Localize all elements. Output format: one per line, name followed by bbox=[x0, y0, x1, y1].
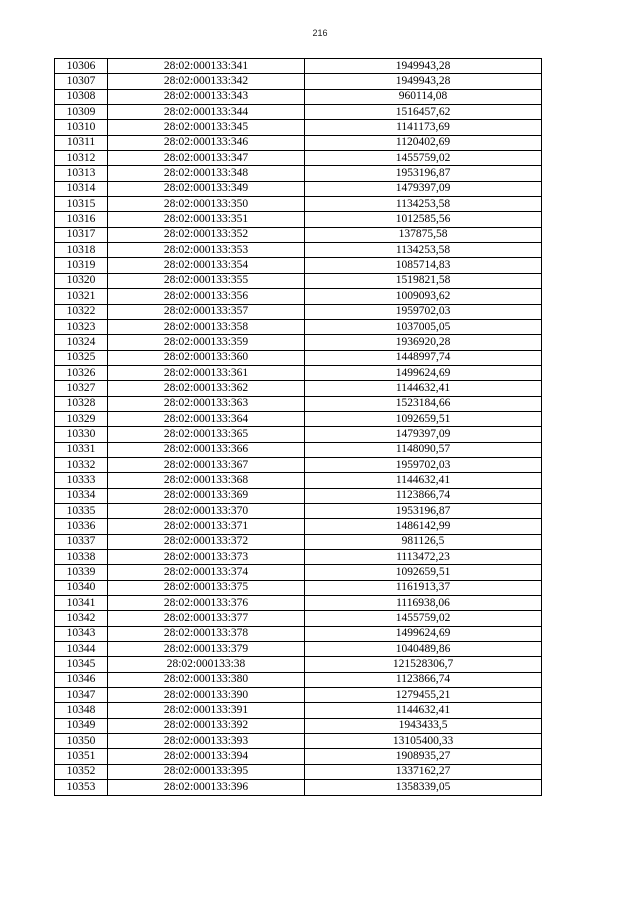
value-cell: 1337162,27 bbox=[305, 764, 542, 779]
value-cell: 1516457,62 bbox=[305, 105, 542, 120]
value-cell: 1161913,37 bbox=[305, 580, 542, 595]
table-row bbox=[55, 596, 542, 611]
table-row bbox=[55, 580, 542, 595]
row-number-cell: 10307 bbox=[55, 74, 108, 89]
cadastral-number-cell: 28:02:000133:345 bbox=[108, 120, 305, 135]
row-number-cell: 10328 bbox=[55, 396, 108, 411]
cadastral-number-cell: 28:02:000133:392 bbox=[108, 718, 305, 733]
value-cell: 1959702,03 bbox=[305, 304, 542, 319]
cadastral-number-cell: 28:02:000133:372 bbox=[108, 534, 305, 549]
value-cell: 137875,58 bbox=[305, 227, 542, 242]
table-row bbox=[55, 319, 542, 334]
cadastral-number-cell: 28:02:000133:369 bbox=[108, 488, 305, 503]
cadastral-number-cell: 28:02:000133:354 bbox=[108, 258, 305, 273]
cadastral-number-cell: 28:02:000133:346 bbox=[108, 135, 305, 150]
value-cell: 1479397,09 bbox=[305, 427, 542, 442]
cadastral-number-cell: 28:02:000133:378 bbox=[108, 626, 305, 641]
table-row bbox=[55, 89, 542, 104]
value-cell: 1953196,87 bbox=[305, 166, 542, 181]
table-row bbox=[55, 289, 542, 304]
value-cell: 960114,08 bbox=[305, 89, 542, 104]
cadastral-number-cell: 28:02:000133:366 bbox=[108, 442, 305, 457]
table-row bbox=[55, 626, 542, 641]
value-cell: 1279455,21 bbox=[305, 688, 542, 703]
table-row bbox=[55, 304, 542, 319]
value-cell: 121528306,7 bbox=[305, 657, 542, 672]
cadastral-number-cell: 28:02:000133:380 bbox=[108, 672, 305, 687]
row-number-cell: 10308 bbox=[55, 89, 108, 104]
table-row bbox=[55, 672, 542, 687]
value-cell: 1448997,74 bbox=[305, 350, 542, 365]
cadastral-number-cell: 28:02:000133:376 bbox=[108, 596, 305, 611]
table-row bbox=[55, 503, 542, 518]
value-cell: 1953196,87 bbox=[305, 503, 542, 518]
table-row bbox=[55, 350, 542, 365]
table-row bbox=[55, 457, 542, 472]
value-cell: 1037005,05 bbox=[305, 319, 542, 334]
table-row bbox=[55, 273, 542, 288]
value-cell: 1523184,66 bbox=[305, 396, 542, 411]
table-row bbox=[55, 688, 542, 703]
value-cell: 1486142,99 bbox=[305, 519, 542, 534]
value-cell: 1949943,28 bbox=[305, 74, 542, 89]
row-number-cell: 10342 bbox=[55, 611, 108, 626]
row-number-cell: 10322 bbox=[55, 304, 108, 319]
table-row bbox=[55, 166, 542, 181]
cadastral-number-cell: 28:02:000133:358 bbox=[108, 319, 305, 334]
value-cell: 1123866,74 bbox=[305, 672, 542, 687]
cadastral-number-cell: 28:02:000133:355 bbox=[108, 273, 305, 288]
cadastral-number-cell: 28:02:000133:394 bbox=[108, 749, 305, 764]
cadastral-number-cell: 28:02:000133:351 bbox=[108, 212, 305, 227]
table-row bbox=[55, 565, 542, 580]
row-number-cell: 10327 bbox=[55, 381, 108, 396]
value-cell: 1455759,02 bbox=[305, 611, 542, 626]
cadastral-number-cell: 28:02:000133:363 bbox=[108, 396, 305, 411]
value-cell: 1908935,27 bbox=[305, 749, 542, 764]
cadastral-number-cell: 28:02:000133:349 bbox=[108, 181, 305, 196]
row-number-cell: 10340 bbox=[55, 580, 108, 595]
cadastral-number-cell: 28:02:000133:353 bbox=[108, 243, 305, 258]
value-cell: 1012585,56 bbox=[305, 212, 542, 227]
row-number-cell: 10343 bbox=[55, 626, 108, 641]
table-row bbox=[55, 611, 542, 626]
row-number-cell: 10347 bbox=[55, 688, 108, 703]
row-number-cell: 10336 bbox=[55, 519, 108, 534]
row-number-cell: 10339 bbox=[55, 565, 108, 580]
table-row bbox=[55, 780, 542, 795]
row-number-cell: 10320 bbox=[55, 273, 108, 288]
cadastral-number-cell: 28:02:000133:359 bbox=[108, 335, 305, 350]
cadastral-number-cell: 28:02:000133:391 bbox=[108, 703, 305, 718]
table-row bbox=[55, 135, 542, 150]
table-row bbox=[55, 365, 542, 380]
cadastral-number-cell: 28:02:000133:357 bbox=[108, 304, 305, 319]
value-cell: 1009093,62 bbox=[305, 289, 542, 304]
table-row bbox=[55, 59, 542, 74]
row-number-cell: 10321 bbox=[55, 289, 108, 304]
table-body bbox=[55, 59, 542, 796]
cadastral-number-cell: 28:02:000133:361 bbox=[108, 365, 305, 380]
data-table bbox=[54, 58, 542, 796]
value-cell: 1092659,51 bbox=[305, 565, 542, 580]
row-number-cell: 10338 bbox=[55, 550, 108, 565]
value-cell: 1092659,51 bbox=[305, 411, 542, 426]
row-number-cell: 10332 bbox=[55, 457, 108, 472]
row-number-cell: 10317 bbox=[55, 227, 108, 242]
row-number-cell: 10335 bbox=[55, 503, 108, 518]
table-row bbox=[55, 243, 542, 258]
row-number-cell: 10350 bbox=[55, 734, 108, 749]
value-cell: 981126,5 bbox=[305, 534, 542, 549]
cadastral-number-cell: 28:02:000133:373 bbox=[108, 550, 305, 565]
value-cell: 1358339,05 bbox=[305, 780, 542, 795]
cadastral-number-cell: 28:02:000133:348 bbox=[108, 166, 305, 181]
row-number-cell: 10329 bbox=[55, 411, 108, 426]
row-number-cell: 10323 bbox=[55, 319, 108, 334]
cadastral-number-cell: 28:02:000133:341 bbox=[108, 59, 305, 74]
value-cell: 1943433,5 bbox=[305, 718, 542, 733]
cadastral-number-cell: 28:02:000133:393 bbox=[108, 734, 305, 749]
table-row bbox=[55, 718, 542, 733]
row-number-cell: 10348 bbox=[55, 703, 108, 718]
cadastral-number-cell: 28:02:000133:347 bbox=[108, 151, 305, 166]
row-number-cell: 10318 bbox=[55, 243, 108, 258]
cadastral-number-cell: 28:02:000133:379 bbox=[108, 642, 305, 657]
cadastral-number-cell: 28:02:000133:362 bbox=[108, 381, 305, 396]
row-number-cell: 10331 bbox=[55, 442, 108, 457]
table-row bbox=[55, 105, 542, 120]
row-number-cell: 10346 bbox=[55, 672, 108, 687]
cadastral-number-cell: 28:02:000133:365 bbox=[108, 427, 305, 442]
table-row bbox=[55, 120, 542, 135]
value-cell: 1141173,69 bbox=[305, 120, 542, 135]
cadastral-number-cell: 28:02:000133:350 bbox=[108, 197, 305, 212]
table-row bbox=[55, 657, 542, 672]
value-cell: 1085714,83 bbox=[305, 258, 542, 273]
row-number-cell: 10319 bbox=[55, 258, 108, 273]
table-row bbox=[55, 258, 542, 273]
table-row bbox=[55, 197, 542, 212]
row-number-cell: 10349 bbox=[55, 718, 108, 733]
value-cell: 1959702,03 bbox=[305, 457, 542, 472]
table-row bbox=[55, 442, 542, 457]
value-cell: 1123866,74 bbox=[305, 488, 542, 503]
value-cell: 1144632,41 bbox=[305, 703, 542, 718]
row-number-cell: 10315 bbox=[55, 197, 108, 212]
cadastral-number-cell: 28:02:000133:371 bbox=[108, 519, 305, 534]
cadastral-number-cell: 28:02:000133:396 bbox=[108, 780, 305, 795]
cadastral-number-cell: 28:02:000133:364 bbox=[108, 411, 305, 426]
row-number-cell: 10326 bbox=[55, 365, 108, 380]
table-row bbox=[55, 396, 542, 411]
cadastral-number-cell: 28:02:000133:38 bbox=[108, 657, 305, 672]
cadastral-number-cell: 28:02:000133:342 bbox=[108, 74, 305, 89]
table-row bbox=[55, 427, 542, 442]
row-number-cell: 10341 bbox=[55, 596, 108, 611]
table-row bbox=[55, 488, 542, 503]
table-row bbox=[55, 227, 542, 242]
table-row bbox=[55, 519, 542, 534]
cadastral-number-cell: 28:02:000133:395 bbox=[108, 764, 305, 779]
value-cell: 1519821,58 bbox=[305, 273, 542, 288]
cadastral-number-cell: 28:02:000133:370 bbox=[108, 503, 305, 518]
row-number-cell: 10330 bbox=[55, 427, 108, 442]
cadastral-number-cell: 28:02:000133:343 bbox=[108, 89, 305, 104]
value-cell: 1148090,57 bbox=[305, 442, 542, 457]
cadastral-number-cell: 28:02:000133:344 bbox=[108, 105, 305, 120]
table-row bbox=[55, 335, 542, 350]
row-number-cell: 10344 bbox=[55, 642, 108, 657]
cadastral-number-cell: 28:02:000133:374 bbox=[108, 565, 305, 580]
row-number-cell: 10333 bbox=[55, 473, 108, 488]
value-cell: 1116938,06 bbox=[305, 596, 542, 611]
table-row bbox=[55, 74, 542, 89]
table-row bbox=[55, 181, 542, 196]
cadastral-number-cell: 28:02:000133:356 bbox=[108, 289, 305, 304]
cadastral-number-cell: 28:02:000133:377 bbox=[108, 611, 305, 626]
row-number-cell: 10334 bbox=[55, 488, 108, 503]
row-number-cell: 10345 bbox=[55, 657, 108, 672]
row-number-cell: 10353 bbox=[55, 780, 108, 795]
page-number: 216 bbox=[312, 28, 328, 38]
row-number-cell: 10310 bbox=[55, 120, 108, 135]
value-cell: 1113472,23 bbox=[305, 550, 542, 565]
row-number-cell: 10314 bbox=[55, 181, 108, 196]
row-number-cell: 10325 bbox=[55, 350, 108, 365]
row-number-cell: 10316 bbox=[55, 212, 108, 227]
value-cell: 13105400,33 bbox=[305, 734, 542, 749]
row-number-cell: 10313 bbox=[55, 166, 108, 181]
value-cell: 1120402,69 bbox=[305, 135, 542, 150]
row-number-cell: 10312 bbox=[55, 151, 108, 166]
table-row bbox=[55, 764, 542, 779]
cadastral-number-cell: 28:02:000133:352 bbox=[108, 227, 305, 242]
value-cell: 1144632,41 bbox=[305, 473, 542, 488]
cadastral-number-cell: 28:02:000133:367 bbox=[108, 457, 305, 472]
table-row bbox=[55, 550, 542, 565]
table-row bbox=[55, 212, 542, 227]
value-cell: 1134253,58 bbox=[305, 197, 542, 212]
row-number-cell: 10352 bbox=[55, 764, 108, 779]
value-cell: 1144632,41 bbox=[305, 381, 542, 396]
table-row bbox=[55, 473, 542, 488]
row-number-cell: 10309 bbox=[55, 105, 108, 120]
table-row bbox=[55, 381, 542, 396]
value-cell: 1936920,28 bbox=[305, 335, 542, 350]
value-cell: 1134253,58 bbox=[305, 243, 542, 258]
row-number-cell: 10351 bbox=[55, 749, 108, 764]
value-cell: 1499624,69 bbox=[305, 626, 542, 641]
cadastral-number-cell: 28:02:000133:368 bbox=[108, 473, 305, 488]
table-row bbox=[55, 749, 542, 764]
value-cell: 1499624,69 bbox=[305, 365, 542, 380]
cadastral-number-cell: 28:02:000133:390 bbox=[108, 688, 305, 703]
value-cell: 1455759,02 bbox=[305, 151, 542, 166]
value-cell: 1479397,09 bbox=[305, 181, 542, 196]
cadastral-number-cell: 28:02:000133:375 bbox=[108, 580, 305, 595]
table-row bbox=[55, 734, 542, 749]
table-row bbox=[55, 642, 542, 657]
value-cell: 1949943,28 bbox=[305, 59, 542, 74]
table-row bbox=[55, 151, 542, 166]
row-number-cell: 10311 bbox=[55, 135, 108, 150]
row-number-cell: 10306 bbox=[55, 59, 108, 74]
table-row bbox=[55, 411, 542, 426]
row-number-cell: 10337 bbox=[55, 534, 108, 549]
cadastral-number-cell: 28:02:000133:360 bbox=[108, 350, 305, 365]
value-cell: 1040489,86 bbox=[305, 642, 542, 657]
table-row bbox=[55, 534, 542, 549]
table-row bbox=[55, 703, 542, 718]
row-number-cell: 10324 bbox=[55, 335, 108, 350]
